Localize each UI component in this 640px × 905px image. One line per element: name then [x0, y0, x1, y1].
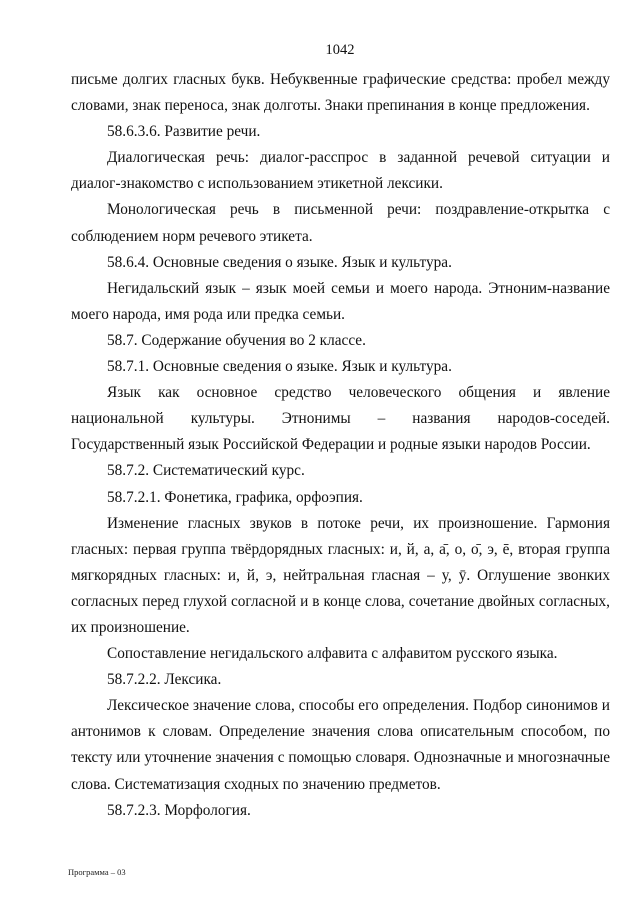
paragraph: Монологическая речь в письменной речи: поздравление-открытка с соблюдением норм речевого этикета.: [71, 201, 610, 245]
section-heading: 58.7.2.3. Морфология.: [107, 801, 251, 819]
section-heading: 58.7.2.1. Фонетика, графика, орфоэпия.: [107, 488, 363, 506]
section-heading: 58.7.1. Основные сведения о языке. Язык и культура.: [107, 358, 452, 376]
paragraph: Диалогическая речь: диалог-расспрос в заданной речевой ситуации и диалог-знакомство с использованием этикетной лексики.: [71, 149, 610, 193]
paragraph: Негидальский язык – язык моей семьи и моего народа. Этноним-название моего народа, имя рода или предка семьи.: [71, 279, 610, 323]
paragraph: Изменение гласных звуков в потоке речи, их произношение. Гармония гласных: первая группа твёрдорядных гласных: и, й, а, а̄, о, о̄, э, ē, вторая группа мягкорядных гласных: и, й, э, нейтральная гласная – у, ӯ. Оглушение звонких согласных перед глухой согласной и в конце слова, сочетание двойных согласных, их произношение.: [71, 514, 610, 636]
section-heading: 58.7.2. Систематический курс.: [107, 462, 305, 480]
paragraph-continuation: письме долгих гласных букв. Небуквенные графические средства: пробел между словами, знак переноса, знак долготы. Знаки препинания в конце предложения.: [71, 71, 610, 115]
body-text: [71, 67, 610, 824]
page-footer: Программа – 03: [68, 867, 126, 877]
section-heading: 58.7. Содержание обучения во 2 классе.: [107, 331, 366, 349]
paragraph: Сопоставление негидальского алфавита с алфавитом русского языка.: [107, 645, 558, 663]
paragraph: Лексическое значение слова, способы его определения. Подбор синонимов и антонимов к словам. Определение значения слова описательным способом, по тексту или уточнение значения с помощью словаря. Однозначные и многозначные слова. Систематизация сходных по значению предметов.: [71, 697, 610, 793]
section-heading: 58.6.3.6. Развитие речи.: [107, 123, 261, 141]
section-heading: 58.6.4. Основные сведения о языке. Язык и культура.: [107, 253, 452, 271]
section-heading: 58.7.2.2. Лексика.: [107, 671, 222, 689]
paragraph: Язык как основное средство человеческого общения и явление национальной культуры. Этнонимы – названия народов-соседей. Государственный язык Российской Федерации и родные языки народов России.: [71, 384, 610, 454]
page-number: 1042: [325, 42, 355, 58]
